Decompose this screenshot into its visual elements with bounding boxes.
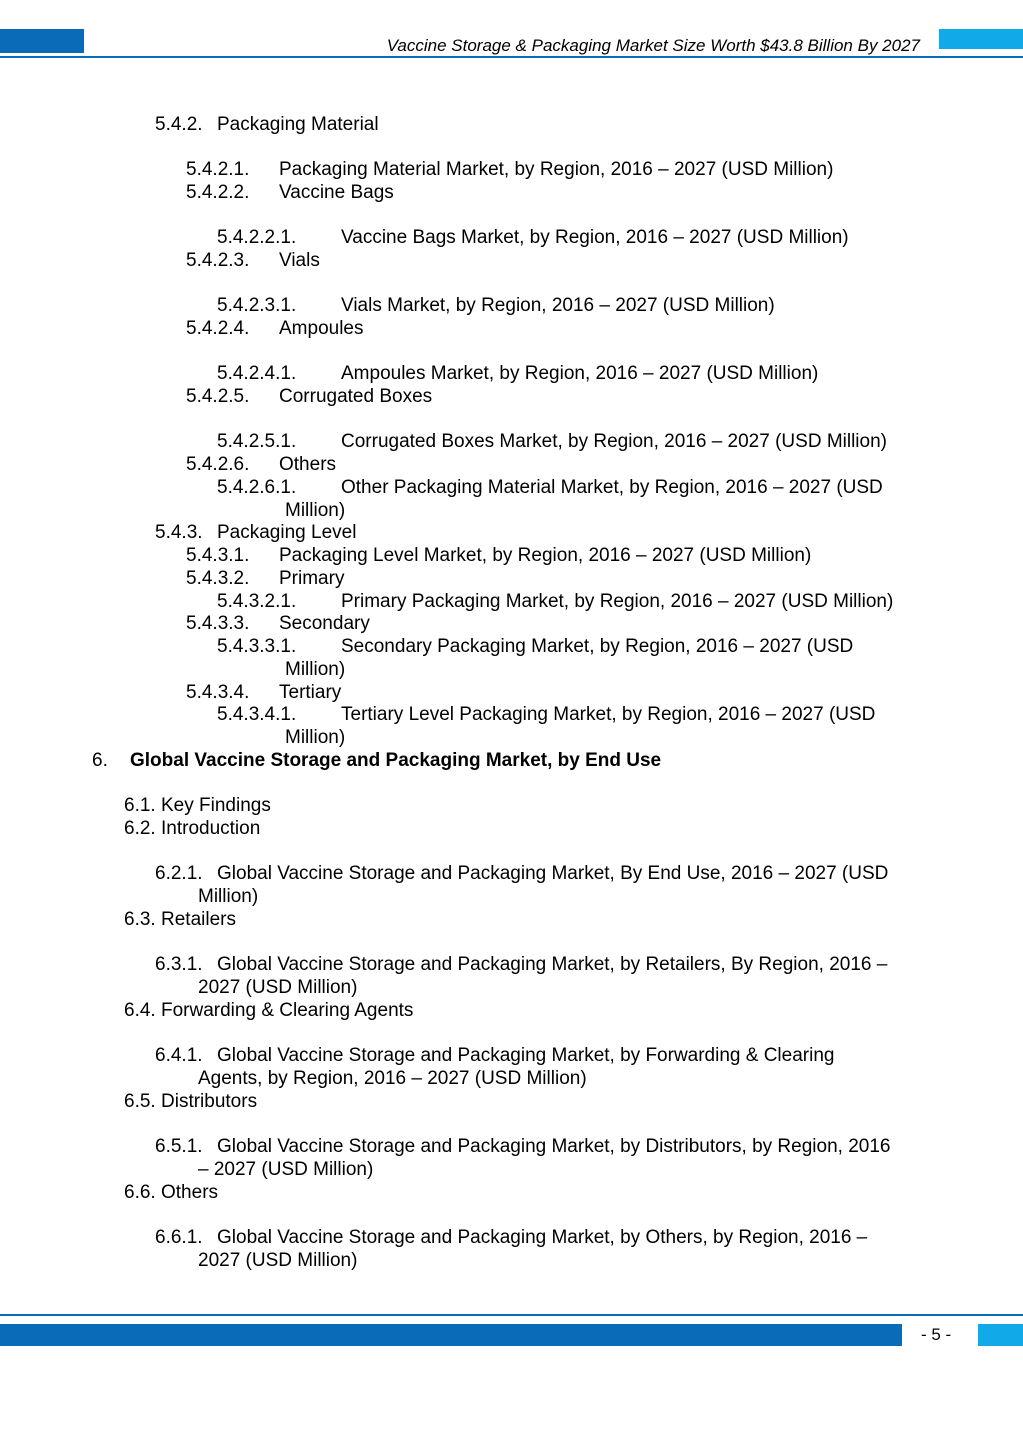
header-title: Vaccine Storage & Packaging Market Size Worth $43.8 Billion By 2027 [386,36,920,55]
toc-number: 5.4.2.5. [186,386,250,407]
toc-number: 6. [92,750,108,771]
toc-number: 5.4.2.2.1. [217,227,297,248]
toc-title: Vaccine Bags Market, by Region, 2016 – 2027 (USD Million) [341,227,849,248]
toc-title-continuation: Million) [198,886,259,907]
footer-accent-right [978,1324,1023,1346]
toc-title: Tertiary Level Packaging Market, by Region, 2016 – 2027 (USD [341,704,876,725]
toc-number: 5.4.2.6.1. [217,477,297,498]
toc-number: 6.3. [124,909,156,930]
toc-title: Distributors [161,1091,258,1112]
toc-title: Ampoules [279,318,364,339]
toc-number: 5.4.3. [155,522,203,543]
toc-number: 5.4.3.4. [186,682,250,703]
toc-number: 5.4.3.2.1. [217,591,297,612]
toc-number: 5.4.2.2. [186,182,250,203]
toc-title: Secondary [279,613,370,634]
toc-title: Others [161,1182,219,1203]
toc-number: 6.5. [124,1091,156,1112]
toc-title: Forwarding & Clearing Agents [161,1000,414,1021]
toc-title: Global Vaccine Storage and Packaging Market, By End Use, 2016 – 2027 (USD [217,863,889,884]
toc-title-continuation: 2027 (USD Million) [198,977,358,998]
toc-number: 5.4.3.1. [186,545,250,566]
toc-title: Corrugated Boxes Market, by Region, 2016 – 2027 (USD Million) [341,431,887,452]
toc-title: Key Findings [161,795,271,816]
toc-title: Secondary Packaging Market, by Region, 2016 – 2027 (USD [341,636,854,657]
toc-title: Primary [279,568,345,589]
toc-title: Other Packaging Material Market, by Region, 2016 – 2027 (USD [341,477,883,498]
toc-number: 6.4. [124,1000,156,1021]
toc-number: 5.4.2.3. [186,250,250,271]
toc-number: 5.4.2.4.1. [217,363,297,384]
toc-title: Global Vaccine Storage and Packaging Market, by Distributors, by Region, 2016 [217,1136,891,1157]
toc-title: Vials [279,250,320,271]
toc-number: 5.4.2.3.1. [217,295,297,316]
header-accent-right [939,29,1023,49]
toc-title: Ampoules Market, by Region, 2016 – 2027 (USD Million) [341,363,819,384]
toc-title: Global Vaccine Storage and Packaging Market, by Others, by Region, 2016 – [217,1227,868,1248]
toc-number: 6.2. [124,818,156,839]
toc-title: Packaging Material Market, by Region, 2016 – 2027 (USD Million) [279,159,834,180]
page-number: - 5 - [921,1325,952,1344]
toc-number: 6.5.1. [155,1136,203,1157]
toc-number: 6.4.1. [155,1045,203,1066]
toc-title: Packaging Level Market, by Region, 2016 – 2027 (USD Million) [279,545,812,566]
toc-number: 6.1. [124,795,156,816]
toc-title: Packaging Level [217,522,357,543]
toc-number: 6.6. [124,1182,156,1203]
toc-number: 5.4.3.3. [186,613,250,634]
toc-title-continuation: Million) [285,659,346,680]
toc-title-continuation: – 2027 (USD Million) [198,1159,374,1180]
toc-number: 5.4.3.2. [186,568,250,589]
toc-number: 5.4.3.3.1. [217,636,297,657]
toc-number: 5.4.2. [155,114,203,135]
toc-number: 5.4.2.6. [186,454,250,475]
toc-number: 5.4.2.4. [186,318,250,339]
toc-number: 6.2.1. [155,863,203,884]
toc-title: Primary Packaging Market, by Region, 2016 – 2027 (USD Million) [341,591,894,612]
footer-accent-bar [0,1324,902,1346]
toc-title: Packaging Material [217,114,379,135]
toc-title: Introduction [161,818,261,839]
toc-title: Others [279,454,337,475]
toc-title-continuation: Agents, by Region, 2016 – 2027 (USD Million) [198,1068,587,1089]
toc-title-continuation: Million) [285,500,346,521]
toc-title: Tertiary [279,682,342,703]
toc-title: Vials Market, by Region, 2016 – 2027 (USD Million) [341,295,775,316]
toc-number: 6.3.1. [155,954,203,975]
toc-number: 6.6.1. [155,1227,203,1248]
header-divider [0,56,1023,58]
toc-number: 5.4.2.1. [186,159,250,180]
toc-title-continuation: Million) [285,727,346,748]
toc-title: Retailers [161,909,236,930]
toc-title-continuation: 2027 (USD Million) [198,1250,358,1271]
toc-number: 5.4.3.4.1. [217,704,297,725]
toc-title: Vaccine Bags [279,182,394,203]
toc-title: Corrugated Boxes [279,386,433,407]
toc-title: Global Vaccine Storage and Packaging Market, by Retailers, By Region, 2016 – [217,954,888,975]
toc-title: Global Vaccine Storage and Packaging Market, by End Use [130,750,662,771]
toc-number: 5.4.2.5.1. [217,431,297,452]
toc-title: Global Vaccine Storage and Packaging Market, by Forwarding & Clearing [217,1045,835,1066]
header-accent-left [0,29,84,53]
footer-divider [0,1314,1023,1316]
